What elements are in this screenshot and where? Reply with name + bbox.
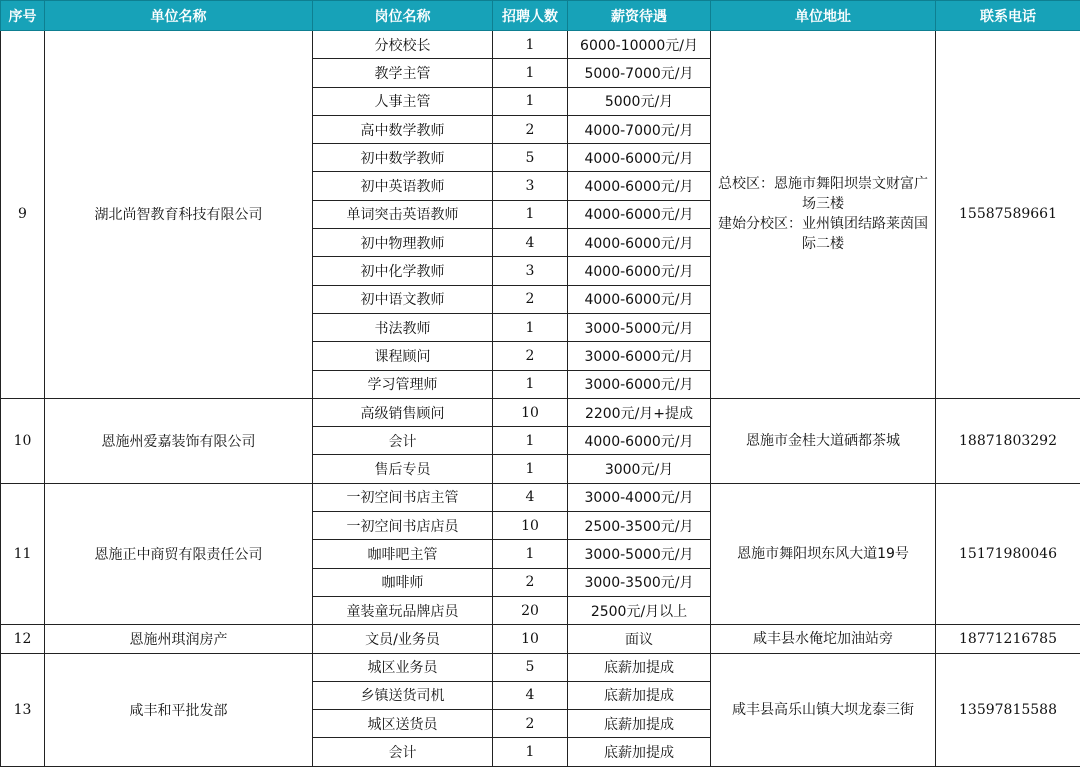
salary-cell: 底薪加提成 — [568, 710, 711, 738]
count-cell: 2 — [493, 115, 568, 143]
phone-cell: 15587589661 — [936, 31, 1080, 399]
count-cell: 4 — [493, 483, 568, 511]
salary-cell: 3000-4000元/月 — [568, 483, 711, 511]
table-row — [1, 398, 1080, 426]
phone-cell: 18771216785 — [936, 625, 1080, 653]
salary-cell: 底薪加提成 — [568, 653, 711, 681]
count-cell: 10 — [493, 625, 568, 653]
address-cell — [711, 653, 936, 766]
header-company: 单位名称 — [45, 1, 313, 31]
position-cell: 书法教师 — [313, 313, 493, 341]
table-row — [1, 483, 1080, 511]
position-cell: 教学主管 — [313, 59, 493, 87]
count-cell: 4 — [493, 229, 568, 257]
address-line: 咸丰县高乐山镇大坝龙泰三街 — [732, 701, 914, 718]
salary-cell: 4000-6000元/月 — [568, 285, 711, 313]
position-cell: 初中英语教师 — [313, 172, 493, 200]
count-cell: 10 — [493, 398, 568, 426]
phone-cell: 13597815588 — [936, 653, 1080, 766]
header-address: 单位地址 — [711, 1, 936, 31]
position-cell: 咖啡师 — [313, 568, 493, 596]
salary-cell: 2500-3500元/月 — [568, 512, 711, 540]
position-cell: 课程顾问 — [313, 342, 493, 370]
salary-cell: 面议 — [568, 625, 711, 653]
salary-cell: 5000-7000元/月 — [568, 59, 711, 87]
position-cell: 人事主管 — [313, 87, 493, 115]
position-cell: 一初空间书店主管 — [313, 483, 493, 511]
salary-cell: 2500元/月以上 — [568, 596, 711, 624]
count-cell: 5 — [493, 653, 568, 681]
salary-cell: 4000-6000元/月 — [568, 200, 711, 228]
count-cell: 20 — [493, 596, 568, 624]
salary-cell: 5000元/月 — [568, 87, 711, 115]
count-cell: 1 — [493, 540, 568, 568]
count-cell: 4 — [493, 681, 568, 709]
count-cell: 1 — [493, 427, 568, 455]
address-line: 恩施市金桂大道硒都茶城 — [746, 432, 900, 449]
position-cell: 咖啡吧主管 — [313, 540, 493, 568]
count-cell: 10 — [493, 512, 568, 540]
salary-cell: 底薪加提成 — [568, 738, 711, 766]
count-cell: 1 — [493, 370, 568, 398]
salary-cell: 4000-6000元/月 — [568, 257, 711, 285]
count-cell: 2 — [493, 568, 568, 596]
position-cell: 一初空间书店店员 — [313, 512, 493, 540]
count-cell: 3 — [493, 257, 568, 285]
salary-cell: 3000-6000元/月 — [568, 370, 711, 398]
company-name-cell: 恩施正中商贸有限责任公司 — [45, 483, 313, 624]
table-body — [1, 31, 1080, 767]
count-cell: 2 — [493, 342, 568, 370]
position-cell: 高级销售顾问 — [313, 398, 493, 426]
company-name-cell: 湖北尚智教育科技有限公司 — [45, 31, 313, 399]
company-index-cell: 11 — [1, 483, 45, 624]
address-cell — [711, 483, 936, 624]
salary-cell: 4000-6000元/月 — [568, 144, 711, 172]
position-cell: 乡镇送货司机 — [313, 681, 493, 709]
salary-cell: 4000-7000元/月 — [568, 115, 711, 143]
count-cell: 2 — [493, 285, 568, 313]
position-cell: 高中数学教师 — [313, 115, 493, 143]
company-index-cell: 9 — [1, 31, 45, 399]
table-header — [1, 1, 1080, 31]
address-cell — [711, 625, 936, 653]
count-cell: 1 — [493, 738, 568, 766]
salary-cell: 3000-3500元/月 — [568, 568, 711, 596]
address-line: 恩施市舞阳坝东风大道19号 — [737, 545, 909, 562]
company-index-cell: 12 — [1, 625, 45, 653]
address-line: 总校区：恩施市舞阳坝崇文财富广场三楼 — [718, 176, 928, 213]
position-cell: 城区业务员 — [313, 653, 493, 681]
salary-cell: 3000-5000元/月 — [568, 313, 711, 341]
position-cell: 售后专员 — [313, 455, 493, 483]
phone-cell: 15171980046 — [936, 483, 1080, 624]
position-cell: 单词突击英语教师 — [313, 200, 493, 228]
header-index: 序号 — [1, 1, 45, 31]
salary-cell: 4000-6000元/月 — [568, 427, 711, 455]
salary-cell: 底薪加提成 — [568, 681, 711, 709]
count-cell: 1 — [493, 87, 568, 115]
count-cell: 1 — [493, 31, 568, 59]
address-line: 建始分校区：业州镇团结路莱茵国际二楼 — [718, 216, 928, 253]
header-position: 岗位名称 — [313, 1, 493, 31]
count-cell: 1 — [493, 455, 568, 483]
company-name-cell: 咸丰和平批发部 — [45, 653, 313, 766]
address-line: 咸丰县水俺坨加油站旁 — [753, 630, 893, 647]
count-cell: 2 — [493, 710, 568, 738]
count-cell: 5 — [493, 144, 568, 172]
position-cell: 初中数学教师 — [313, 144, 493, 172]
salary-cell: 4000-6000元/月 — [568, 172, 711, 200]
salary-cell: 6000-10000元/月 — [568, 31, 711, 59]
phone-cell: 18871803292 — [936, 398, 1080, 483]
count-cell: 1 — [493, 59, 568, 87]
position-cell: 学习管理师 — [313, 370, 493, 398]
position-cell: 会计 — [313, 738, 493, 766]
count-cell: 3 — [493, 172, 568, 200]
position-cell: 文员/业务员 — [313, 625, 493, 653]
position-cell: 会计 — [313, 427, 493, 455]
salary-cell: 2200元/月+提成 — [568, 398, 711, 426]
company-index-cell: 13 — [1, 653, 45, 766]
position-cell: 初中语文教师 — [313, 285, 493, 313]
salary-cell: 3000-5000元/月 — [568, 540, 711, 568]
position-cell: 城区送货员 — [313, 710, 493, 738]
salary-cell: 3000-6000元/月 — [568, 342, 711, 370]
table-row — [1, 31, 1080, 59]
company-name-cell: 恩施州爱嘉装饰有限公司 — [45, 398, 313, 483]
position-cell: 初中物理教师 — [313, 229, 493, 257]
salary-cell: 3000元/月 — [568, 455, 711, 483]
table-row — [1, 625, 1080, 653]
salary-cell: 4000-6000元/月 — [568, 229, 711, 257]
header-row — [1, 1, 1080, 31]
table-row — [1, 653, 1080, 681]
company-name-cell: 恩施州琪润房产 — [45, 625, 313, 653]
position-cell: 初中化学教师 — [313, 257, 493, 285]
address-cell — [711, 31, 936, 399]
position-cell: 童装童玩品牌店员 — [313, 596, 493, 624]
count-cell: 1 — [493, 200, 568, 228]
header-salary: 薪资待遇 — [568, 1, 711, 31]
address-cell — [711, 398, 936, 483]
header-count: 招聘人数 — [493, 1, 568, 31]
company-index-cell: 10 — [1, 398, 45, 483]
header-phone: 联系电话 — [936, 1, 1080, 31]
position-cell: 分校校长 — [313, 31, 493, 59]
count-cell: 1 — [493, 313, 568, 341]
